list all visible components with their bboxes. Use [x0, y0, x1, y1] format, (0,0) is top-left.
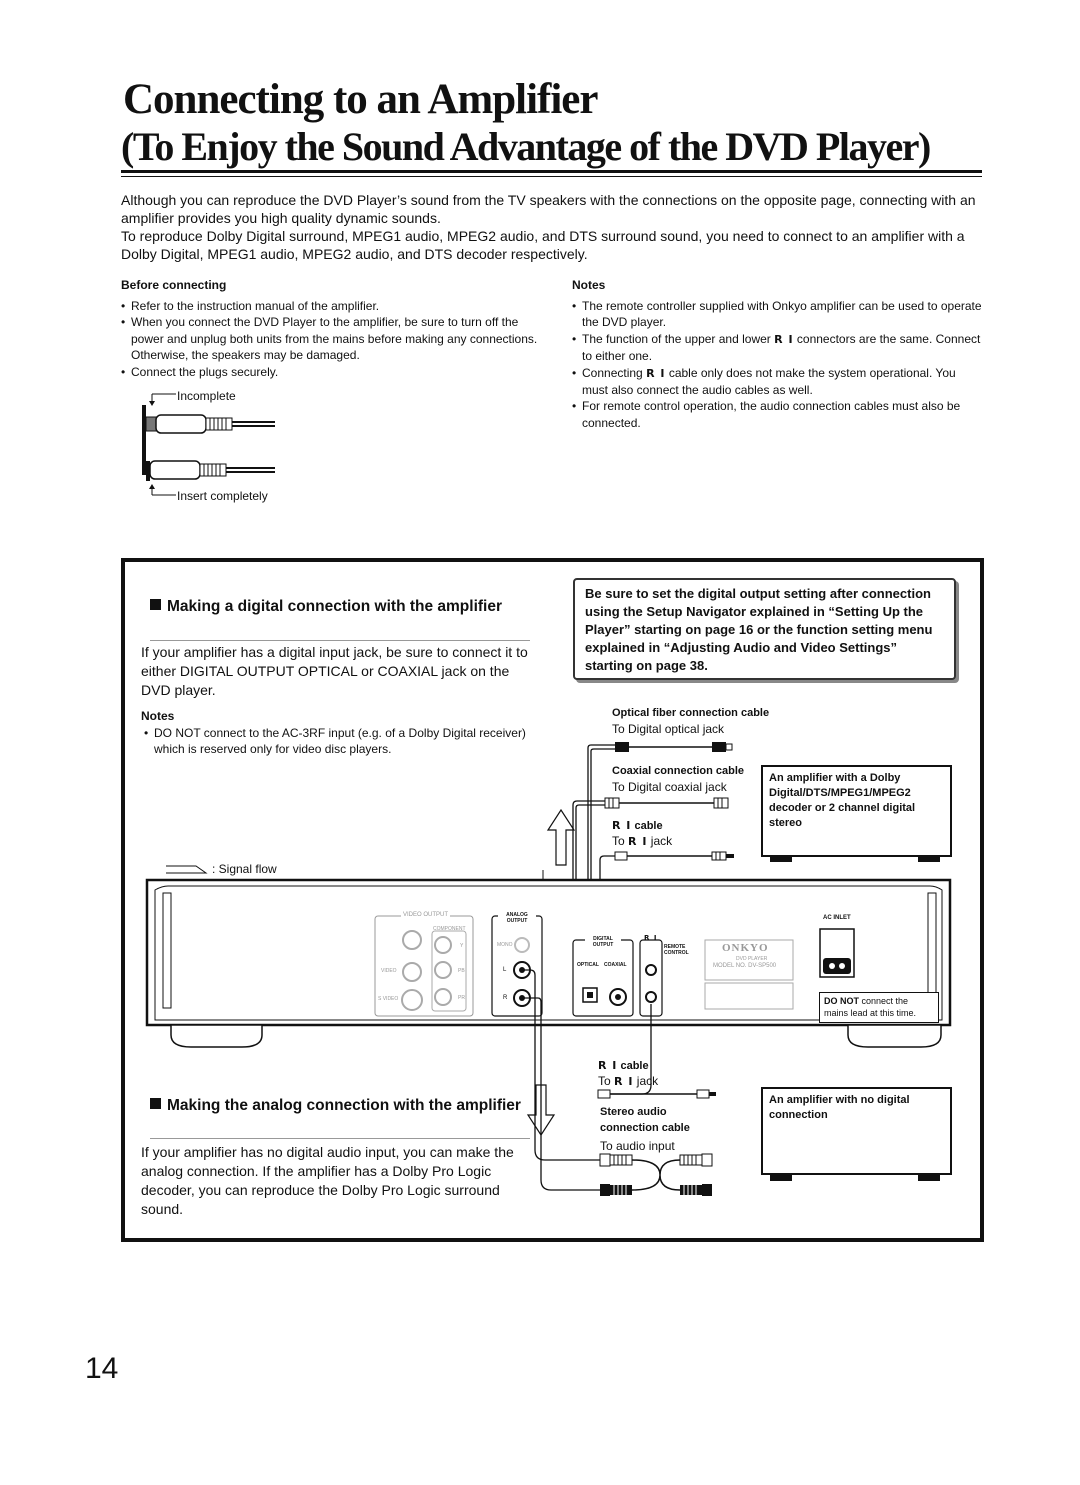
panel-y-label: Y [460, 943, 464, 949]
ri-logo-icon: R I [774, 332, 794, 346]
panel-video-label: VIDEO [381, 968, 397, 974]
digital-notes-heading: Notes [141, 709, 175, 723]
coax-jack-label: To Digital coaxial jack [612, 780, 727, 794]
panel-coaxial-label: COAXIAL [604, 962, 627, 968]
ri-logo-icon: R I [614, 1075, 634, 1088]
amp-foot [918, 855, 940, 862]
ri-logo-icon: R I [598, 1059, 618, 1072]
digital-section-body: If your amplifier has a digital input jack, be sure to connect it to either DIGITAL OUTPUT OPTICAL or COAXIAL jack on the DVD player. [141, 644, 528, 698]
amp-foot [918, 1173, 940, 1181]
before-connecting-heading: Before connecting [121, 278, 227, 292]
signal-flow-arrow-icon [166, 866, 206, 873]
ri-logo-icon: R I [646, 366, 666, 380]
panel-mono-label: MONO [497, 942, 513, 948]
ri-logo-icon: R I [612, 819, 632, 832]
panel-optical-label: OPTICAL [577, 962, 599, 968]
panel-ri-icon: R I [644, 934, 658, 942]
amplifier-analog-box: An amplifier with no digital connection [761, 1087, 952, 1175]
amplifier-digital-box: An amplifier with a Dolby Digital/DTS/MPEG1/MPEG2 decoder or 2 channel digital stereo [761, 765, 952, 857]
player-foot [171, 1025, 262, 1047]
ri-logo-icon: R I [628, 835, 648, 848]
label-incomplete: Incomplete [177, 389, 236, 403]
intro-paragraph-2: To reproduce Dolby Digital surround, MPEG1 audio, MPEG2 audio, and DTS surround sound, you need to connect to an amplifier with a Dolby Digital, MPEG1 audio, MPEG2 audio, and DTS decoder respectively. [121, 228, 965, 262]
panel-l-label: L [503, 967, 507, 973]
panel-brand-logo: ONKYO [722, 942, 769, 954]
panel-remote-control-label: REMOTE CONTROL [664, 944, 689, 956]
notes-heading: Notes [572, 278, 606, 292]
analog-section-body: If your amplifier has no digital audio input, you can make the analog connection. If the amplifier has a Dolby Pro Logic decoder, you can reproduce the Dolby Pro Logic surround sound. [141, 1144, 514, 1217]
ri-cable-label-lower: R I cable [598, 1059, 649, 1072]
player-foot [848, 1025, 941, 1047]
optical-jack-label: To Digital optical jack [612, 722, 725, 736]
panel-analog-output-label: ANALOG OUTPUT [498, 912, 536, 924]
stereo-cable-label-2: connection cable [600, 1122, 690, 1134]
intro-paragraph-1: Although you can reproduce the DVD Player’s sound from the TV speakers with the connections on the opposite page, connecting with an amplifier provides you high quality dynamic sounds. [121, 192, 976, 226]
panel-video-output-label: VIDEO OUTPUT [403, 912, 449, 918]
signal-up-arrow-icon [548, 810, 574, 865]
digital-section-heading: Making a digital connection with the amplifier [150, 597, 530, 617]
list-item: • The function of the upper and lower R I connectors are the same. Connect to either one. [572, 331, 982, 365]
signal-flow-label: : Signal flow [212, 862, 277, 876]
optical-cable-label: Optical fiber connection cable [612, 707, 770, 719]
list-item: • Refer to the instruction manual of the amplifier. [121, 298, 541, 314]
page-number: 14 [85, 1352, 119, 1385]
panel-s-video-label: S VIDEO [378, 996, 399, 1002]
cable-plug-icon [598, 1090, 716, 1196]
ri-cable-label: R I cable [612, 819, 663, 832]
panel-model-label: MODEL NO. DV-SP500 [713, 963, 777, 969]
cable-plug-icon [605, 742, 734, 860]
analog-section-heading: Making the analog connection with the amplifier [150, 1096, 530, 1116]
list-item: • DO NOT connect to the AC-3RF input (e.g. of a Dolby Digital receiver) which is reserved only for video disc players. [144, 725, 534, 758]
panel-ac-inlet-label: AC INLET [823, 915, 851, 921]
coax-cable-label: Coaxial connection cable [612, 765, 745, 777]
list-item: • The remote controller supplied with Onkyo amplifier can be used to operate the DVD player. [572, 298, 982, 331]
ri-jack-label: To R I jack [612, 834, 673, 848]
list-item: • For remote control operation, the audio connection cables must also be connected. [572, 398, 982, 431]
panel-component-label: COMPONENT [433, 926, 466, 932]
stereo-cable-label-1: Stereo audio [600, 1106, 667, 1118]
list-item: • When you connect the DVD Player to the amplifier, be sure to turn off the power and unplug both units from the mains before making any connections. Otherwise, the speakers may be damaged. [121, 314, 541, 363]
page-title-line2: (To Enjoy the Sound Advantage of the DVD Player) [121, 124, 930, 169]
panel-dvd-player-label: DVD PLAYER [736, 956, 768, 962]
ri-jack-label-lower: To R I jack [598, 1074, 659, 1088]
setup-reminder-callout: Be sure to set the digital output setting after connection using the Setup Navigator explained in “Setting Up the Player” starting on page 16 or the function setting menu explained in “Adjusting Audio and Video Settings” starting on page 38. [573, 578, 956, 680]
amp-foot [770, 855, 792, 862]
mains-warning-note: DO NOT connect the mains lead at this time. [819, 992, 939, 1023]
amp-foot [770, 1173, 792, 1181]
list-item: • Connect the plugs securely. [121, 364, 541, 380]
panel-pr-label: PR [458, 995, 465, 1001]
panel-digital-output-label: DIGITAL OUTPUT [585, 936, 621, 948]
label-insert-completely: Insert completely [177, 489, 268, 503]
panel-pb-label: PB [458, 968, 465, 974]
page-title-line1: Connecting to an Amplifier [123, 76, 598, 123]
list-item: • Connecting R I cable only does not make the system operational. You must also connect the audio cables as well. [572, 365, 982, 399]
audio-input-label: To audio input [600, 1139, 675, 1153]
panel-r-label: R [503, 995, 508, 1001]
